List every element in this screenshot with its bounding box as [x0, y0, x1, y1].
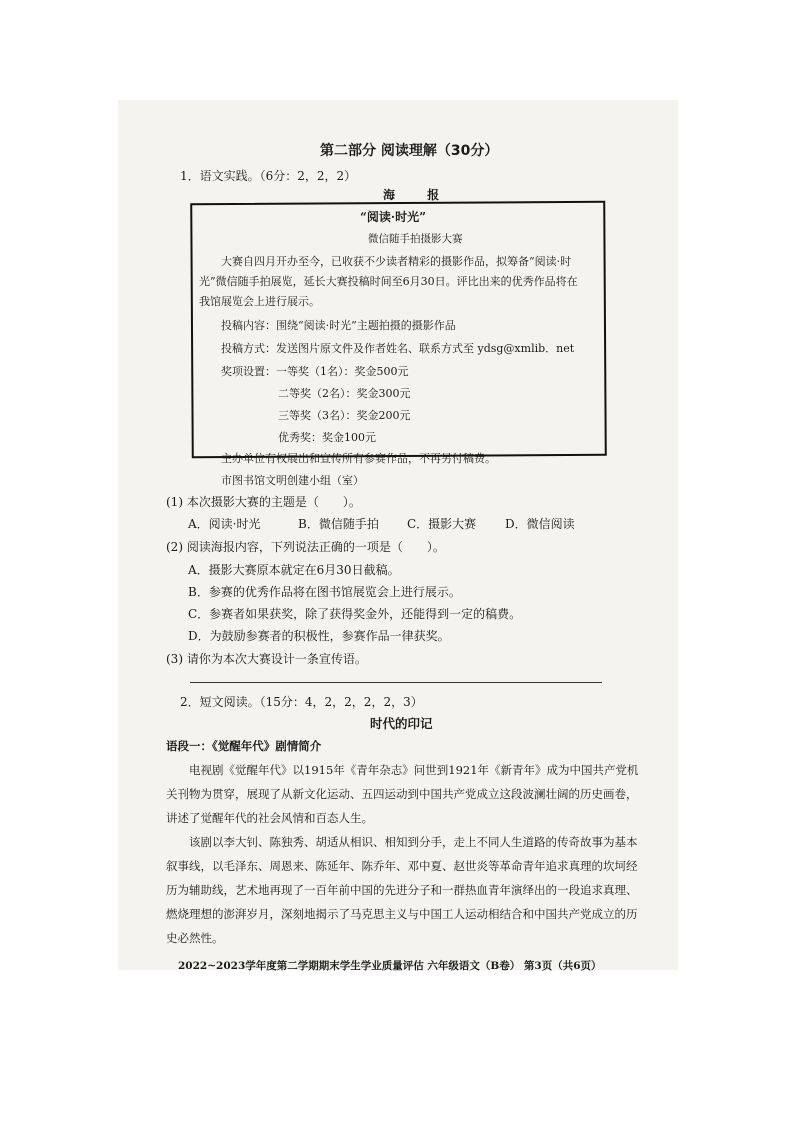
- page-footer: 2022~2023学年度第二学期期末学生学业质量评估 六年级语文（B卷） 第3页（共6页）: [178, 960, 602, 972]
- poster-organizer: 市图书馆文明创建小组（室）: [221, 474, 364, 487]
- poster-label: 海 报: [383, 188, 454, 202]
- sub1-option-d: D．微信阅读: [505, 517, 575, 531]
- poster-rights: 主办单位有权展出和宣传所有参赛作品，不再另付稿费。: [221, 452, 496, 465]
- poster-prize-4: 优秀奖：奖金100元: [278, 431, 376, 444]
- section-title: 第二部分 阅读理解（30分）: [320, 143, 499, 159]
- paragraph-2-line-2: 叙事线，以毛泽东、周恩来、陈延年、陈乔年、邓中夏、赵世炎等革命青年追求真理的坎坷经: [166, 859, 638, 873]
- sub2-stem: (2) 阅读海报内容，下列说法正确的一项是（ ）。: [166, 540, 445, 554]
- answer-line: [190, 682, 602, 683]
- paragraph-1-line-1: 电视剧《觉醒年代》以1915年《青年杂志》问世到1921年《新青年》成为中国共产党机: [189, 763, 639, 777]
- poster-prize-3: 三等奖（3名）：奖金200元: [278, 409, 411, 422]
- poster-method: 投稿方式：发送图片原文件及作者姓名、联系方式至 ydsg@xmlib．net: [221, 342, 575, 355]
- question-1-heading: 1．语文实践。（6分：2，2，2）: [180, 169, 357, 183]
- sub1-stem: (1) 本次摄影大赛的主题是（ ）。: [166, 495, 361, 509]
- poster-prize-2: 二等奖（2名）：奖金300元: [278, 387, 411, 400]
- sub2-option-c: C．参赛者如果获奖，除了获得奖金外，还能得到一定的稿费。: [188, 607, 522, 621]
- sub1-option-b: B．微信随手拍: [298, 517, 379, 531]
- paragraph-2-line-5: 史必然性。: [166, 931, 224, 945]
- poster-intro-line-3: 我馆展览会上进行展示。: [199, 295, 320, 308]
- poster-title: “阅读·时光”: [360, 210, 426, 224]
- poster-content: 投稿内容：围绕“阅读·时光”主题拍摄的摄影作品: [221, 319, 456, 332]
- article-title: 时代的印记: [370, 716, 433, 731]
- poster-subtitle: 微信随手拍摄影大赛: [368, 233, 463, 245]
- poster-intro-line-2: 光”微信随手拍展览，延长大赛投稿时间至6月30日。评比出来的优秀作品将在: [199, 275, 578, 288]
- sub1-option-c: C．摄影大赛: [407, 517, 477, 531]
- sub2-option-d: D．为鼓励参赛者的积极性，参赛作品一律获奖。: [188, 629, 450, 643]
- paragraph-2-line-3: 历为辅助线，艺术地再现了一百年前中国的先进分子和一群热血青年演绎出的一段追求真理、: [166, 883, 638, 897]
- paragraph-1-line-2: 关刊物为贯穿，展现了从新文化运动、五四运动到中国共产党成立这段波澜壮阔的历史画卷，: [166, 787, 638, 801]
- sub3-stem: (3) 请你为本次大赛设计一条宣传语。: [166, 652, 367, 666]
- poster-intro-line-1: 大赛自四月开办至今，已收获不少读者精彩的摄影作品，拟筹备“阅读·时: [221, 255, 572, 268]
- question-2-heading: 2．短文阅读。（15分：4，2，2，2，2，3）: [180, 695, 423, 709]
- paragraph-2-line-4: 燃烧理想的澎湃岁月，深刻地揭示了马克思主义与中国工人运动相结合和中国共产党成立的历: [166, 907, 638, 921]
- sub2-option-b: B．参赛的优秀作品将在图书馆展览会上进行展示。: [188, 585, 461, 599]
- sub2-option-a: A．摄影大赛原本就定在6月30日截稿。: [188, 563, 400, 577]
- paragraph-1-line-3: 讲述了觉醒年代的社会风情和百态人生。: [166, 811, 373, 825]
- segment-title: 语段一：《觉醒年代》剧情简介: [166, 739, 322, 753]
- paragraph-2-line-1: 该剧以李大钊、陈独秀、胡适从相识、相知到分手，走上不同人生道路的传奇故事为基本: [189, 835, 638, 849]
- sub1-option-a: A．阅读·时光: [188, 517, 261, 531]
- poster-prize-1: 奖项设置：一等奖（1名）：奖金500元: [221, 365, 409, 378]
